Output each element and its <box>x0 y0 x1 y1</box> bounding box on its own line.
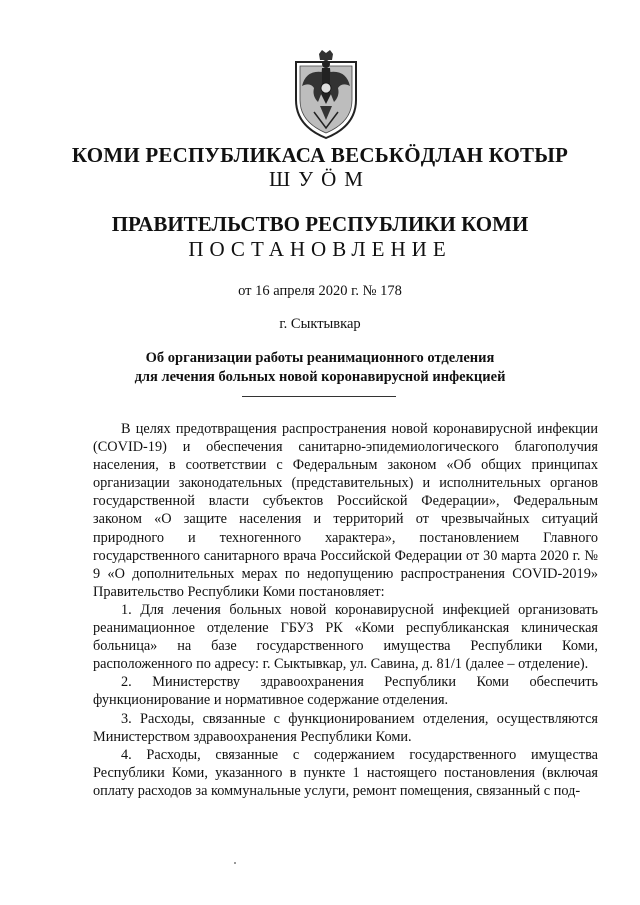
document-city: г. Сыктывкар <box>279 316 361 332</box>
komi-header-line1: КОМИ РЕСПУБЛИКАСА ВЕСЬКӦДЛАН КОТЫР <box>71 143 569 167</box>
paragraph-item-3: 3. Расходы, связанные с функционированием отделения, осуществляются Министерством здравоохранения Республики Коми. <box>93 710 598 745</box>
title-divider <box>242 396 396 397</box>
document-body <box>93 420 598 800</box>
gov-header-line1: ПРАВИТЕЛЬСТВО РЕСПУБЛИКИ КОМИ <box>111 212 529 236</box>
paragraph-item-2: 2. Министерству здравоохранения Республики Коми обеспечить функционирование и нормативное содержание отделения. <box>93 674 598 709</box>
paragraph-preamble: В целях предотвращения распространения новой коронавирусной инфекции (COVID-19) и обеспечения санитарно-эпидемиологического благополучия населения, в соответствии с Федеральным законом «Об общих принципах организации законодательных (представительных) и исполнительных органов государственной власти субъектов Российской Федерации», Федеральным законом «О защите населения и территорий от чрезвычайных ситуаций природного и техногенного характера», постановлением Главного государственного санитарного врача Российской Федерации от 30 марта 2020 г. № 9 «О дополнительных мерах по недопущению распространения COVID-2019» Правительство Республики Коми постановляет: <box>93 421 598 600</box>
document-title-line2: для лечения больных новой коронавирусной инфекцией <box>134 369 506 385</box>
komi-header-line2: ШУӦМ <box>269 167 371 191</box>
paragraph-item-4: 4. Расходы, связанные с содержанием государственного имущества Республики Коми, указанного в пункте 1 настоящего постановления (включая оплату расходов за коммунальные услуги, ремонт помещения, связанный с под- <box>93 746 598 799</box>
document-title-line1: Об организации работы реанимационного отделения <box>145 350 495 366</box>
komi-coat-of-arms-icon <box>292 48 360 140</box>
gov-header-line2: ПОСТАНОВЛЕНИЕ <box>188 237 452 261</box>
document-date-number: от 16 апреля 2020 г. № 178 <box>238 283 402 299</box>
scan-speck <box>234 862 236 864</box>
paragraph-item-1: 1. Для лечения больных новой коронавирусной инфекцией организовать реанимационное отделение ГБУЗ РК «Коми республиканская клиническая больница» на базе государственного имущества Республики Коми, расположенного по адресу: г. Сыктывкар, ул. Савина, д. 81/1 (далее – отделение). <box>93 601 598 673</box>
